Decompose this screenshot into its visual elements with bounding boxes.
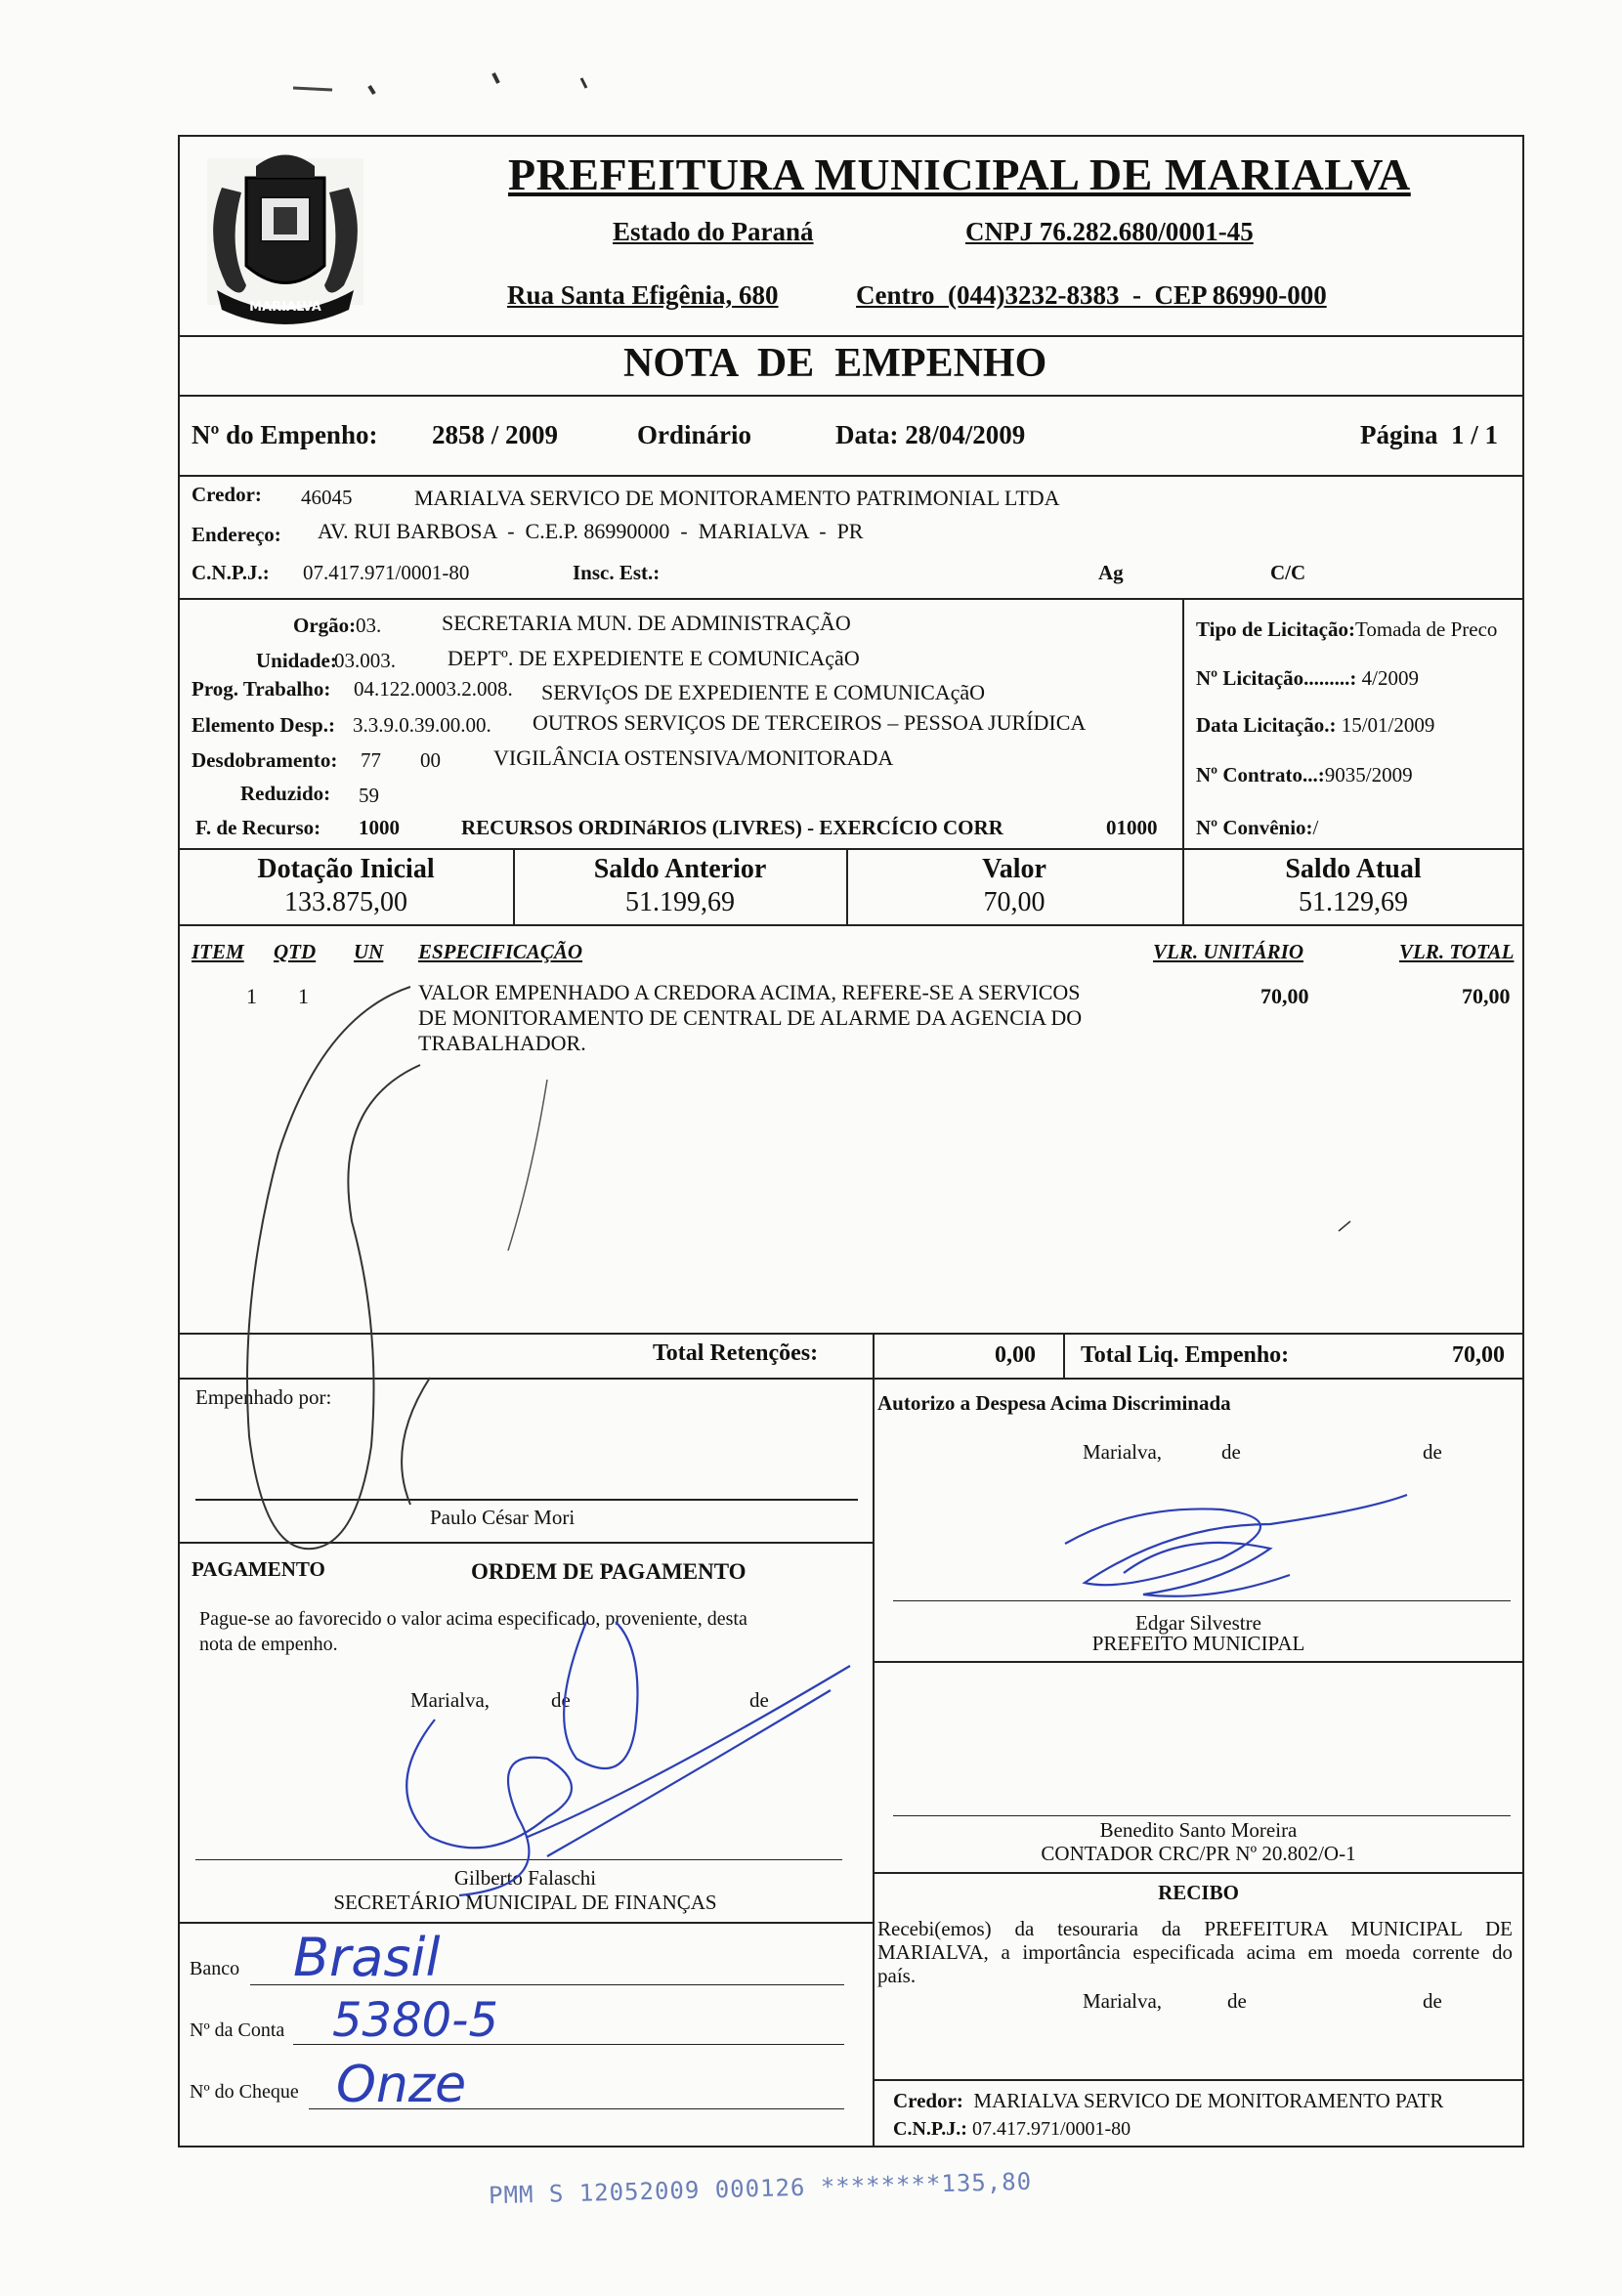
licitacao-number-value: 4/2009 [1361, 666, 1419, 690]
autorizo-place: Marialva, [1083, 1440, 1163, 1464]
reduzido-value: 59 [359, 784, 379, 807]
reduzido-label: Reduzido: [240, 782, 331, 805]
col-unit-header: VLR. UNITÁRIO [1153, 940, 1304, 963]
header-cnpj: CNPJ 76.282.680/0001-45 [965, 217, 1254, 246]
recibo-text-2: MARIALVA, a importância especificada acima em moeda corrente do [877, 1940, 1513, 1964]
ordem-pagamento: ORDEM DE PAGAMENTO [471, 1559, 747, 1584]
empenhado-signer: Paulo César Mori [430, 1506, 576, 1529]
autorizo-label: Autorizo a Despesa Acima Discriminada [877, 1391, 1231, 1415]
col-un-header: UN [354, 940, 384, 963]
banco-label: Banco [190, 1958, 240, 1979]
col-spec-header: ESPECIFICAÇÃO [418, 940, 583, 963]
conta-handwritten: 5380-5 [332, 1993, 499, 2048]
unidade-code: 03.003. [334, 649, 396, 672]
header-title: PREFEITURA MUNICIPAL DE MARIALVA [508, 149, 1411, 199]
pagamento-de-1: de [551, 1688, 571, 1712]
ag-label: Ag [1098, 561, 1124, 584]
document-title: NOTA DE EMPENHO [623, 341, 1047, 386]
col-qtd-header: QTD [274, 940, 317, 963]
col-item-header: ITEM [192, 940, 244, 963]
licitacao-date-value: 15/01/2009 [1341, 713, 1435, 737]
convenio-value: / [1312, 816, 1319, 839]
conta-label: Nº da Conta [190, 2020, 285, 2041]
pagamento-label: PAGAMENTO [192, 1557, 325, 1581]
saldo-atual-value: 51.129,69 [1299, 887, 1408, 917]
recibo-text-1: Recebi(emos) da tesouraria da PREFEITURA MUNICIPAL DE [877, 1917, 1513, 1940]
desdobramento-label: Desdobramento: [192, 748, 338, 772]
recibo-cnpj-value: 07.417.971/0001-80 [971, 2118, 1131, 2140]
autorizo-role: PREFEITO MUNICIPAL [1091, 1632, 1305, 1655]
cheque-handwritten: Onze [336, 2056, 467, 2114]
dotacao-inicial-label: Dotação Inicial [257, 854, 435, 884]
bank-stamp: PMM S 12052009 000126 ********135,80 [488, 2167, 1033, 2210]
saldo-atual-label: Saldo Atual [1285, 854, 1422, 884]
empenho-type: Ordinário [637, 420, 752, 449]
header-street: Rua Santa Efigênia, 680 [507, 280, 779, 310]
prog-label: Prog. Trabalho: [192, 677, 331, 701]
empenho-number-label: Nº do Empenho: [192, 420, 378, 449]
credor-code: 46045 [301, 486, 353, 509]
autorizo-signer: Edgar Silvestre [1135, 1611, 1261, 1635]
dotacao-inicial-value: 133.875,00 [284, 887, 407, 917]
desdobramento-name: VIGILÂNCIA OSTENSIVA/MONITORADA [493, 745, 894, 770]
financas-signature [406, 1622, 850, 1895]
empenho-number: 2858 / 2009 [432, 420, 559, 449]
header-state: Estado do Paraná [613, 217, 814, 246]
total-liquido-value: 70,00 [1452, 1342, 1505, 1368]
orgao-name: SECRETARIA MUN. DE ADMINISTRAÇÃO [442, 611, 851, 635]
prog-name: SERVIçOS DE EXPEDIENTE E COMUNICAçãO [541, 680, 986, 704]
prefeito-signature [1065, 1495, 1407, 1596]
credor-name: MARIALVA SERVICO DE MONITORAMENTO PATRIMONIAL LTDA [414, 486, 1060, 510]
pagamento-place: Marialva, [410, 1688, 491, 1712]
credor-cnpj-label: C.N.P.J.: [192, 561, 270, 584]
total-liquido-label: Total Liq. Empenho: [1081, 1342, 1290, 1368]
credor-address-label: Endereço: [192, 523, 281, 546]
licitacao-number-label: Nº Licitação.........: [1196, 666, 1357, 690]
contador-signer: Benedito Santo Moreira [1099, 1818, 1298, 1842]
recibo-text-3: país. [877, 1964, 917, 1987]
autorizo-de-2: de [1423, 1440, 1442, 1464]
col-total-header: VLR. TOTAL [1399, 940, 1515, 963]
empenho-date: Data: 28/04/2009 [835, 420, 1026, 449]
recurso-label: F. de Recurso: [195, 816, 321, 839]
recibo-credor-value: MARIALVA SERVICO DE MONITORAMENTO PATR [973, 2089, 1444, 2112]
recibo-place: Marialva, [1083, 1989, 1163, 2013]
unidade-label: Unidade: [256, 649, 337, 672]
valor-label: Valor [982, 854, 1046, 884]
recibo-label: RECIBO [1158, 1881, 1239, 1904]
valor-value: 70,00 [983, 887, 1046, 917]
empenhado-label: Empenhado por: [195, 1385, 332, 1409]
orgao-code: 03. [356, 614, 382, 637]
saldo-anterior-value: 51.199,69 [625, 887, 735, 917]
cheque-label: Nº do Cheque [190, 2081, 299, 2103]
banco-handwritten: Brasil [293, 1927, 441, 1988]
prog-code: 04.122.0003.2.008. [354, 677, 513, 701]
recurso-number: 01000 [1106, 816, 1158, 839]
recurso-code: 1000 [359, 816, 400, 839]
pagamento-text-2: nota de empenho. [199, 1634, 338, 1655]
empenhado-signature [247, 987, 420, 1549]
page-number: Página 1 / 1 [1360, 420, 1499, 449]
credor-label: Credor: [192, 483, 262, 506]
recibo-de-2: de [1423, 1989, 1442, 2013]
orgao-label: Orgão: [293, 614, 357, 637]
licitacao-tipo-label: Tipo de Licitação: [1196, 617, 1355, 641]
credor-address: AV. RUI BARBOSA - C.E.P. 86990000 - MARIALVA - PR [318, 519, 864, 543]
item-number: 1 [246, 984, 257, 1008]
desdobramento-b: 00 [420, 748, 441, 772]
pagamento-role: SECRETÁRIO MUNICIPAL DE FINANÇAS [333, 1891, 717, 1914]
insc-est-label: Insc. Est.: [573, 561, 661, 584]
desdobramento-a: 77 [361, 748, 381, 772]
licitacao-tipo-value: Tomada de Preco [1354, 617, 1498, 641]
unidade-name: DEPTº. DE EXPEDIENTE E COMUNICAçãO [448, 646, 860, 670]
cc-label: C/C [1270, 561, 1306, 584]
contrato-value: 9035/2009 [1324, 763, 1413, 787]
pagamento-de-2: de [749, 1688, 769, 1712]
pagamento-text-1: Pague-se ao favorecido o valor acima especificado, proveniente, desta [199, 1608, 747, 1630]
item-spec-line-1: VALOR EMPENHADO A CREDORA ACIMA, REFERE-SE A SERVICOS [418, 980, 1081, 1004]
item-unit-value: 70,00 [1260, 984, 1309, 1008]
autorizo-de-1: de [1221, 1440, 1241, 1464]
item-spec-line-3: TRABALHADOR. [418, 1031, 586, 1055]
total-retencoes-label: Total Retenções: [653, 1340, 819, 1366]
credor-cnpj: 07.417.971/0001-80 [303, 561, 470, 584]
item-total-value: 70,00 [1462, 984, 1511, 1008]
svg-text:MARIALVA: MARIALVA [249, 300, 321, 315]
elemento-label: Elemento Desp.: [192, 713, 335, 737]
pagamento-signer: Gilberto Falaschi [453, 1866, 597, 1890]
saldo-anterior-label: Saldo Anterior [593, 854, 767, 884]
total-retencoes-value: 0,00 [995, 1342, 1036, 1368]
item-spec-line-2: DE MONITORAMENTO DE CENTRAL DE ALARME DA AGENCIA DO [418, 1005, 1083, 1030]
header-address: Centro (044)3232-8383 - CEP 86990-000 [856, 280, 1327, 310]
licitacao-date-label: Data Licitação.: [1196, 713, 1337, 737]
recibo-cnpj-label: C.N.P.J.: [893, 2118, 967, 2140]
recurso-name: RECURSOS ORDINáRIOS (LIVRES) - EXERCÍCIO CORR [461, 816, 1003, 839]
elemento-code: 3.3.9.0.39.00.00. [353, 713, 491, 737]
item-qtd: 1 [298, 984, 309, 1008]
recibo-de-1: de [1227, 1989, 1247, 2013]
contador-role: CONTADOR CRC/PR Nº 20.802/O-1 [1041, 1842, 1356, 1865]
recibo-credor-label: Credor: [893, 2089, 963, 2112]
contrato-label: Nº Contrato...: [1196, 763, 1325, 787]
elemento-name: OUTROS SERVIÇOS DE TERCEIROS – PESSOA JURÍDICA [533, 710, 1087, 735]
convenio-label: Nº Convênio: [1196, 816, 1313, 839]
